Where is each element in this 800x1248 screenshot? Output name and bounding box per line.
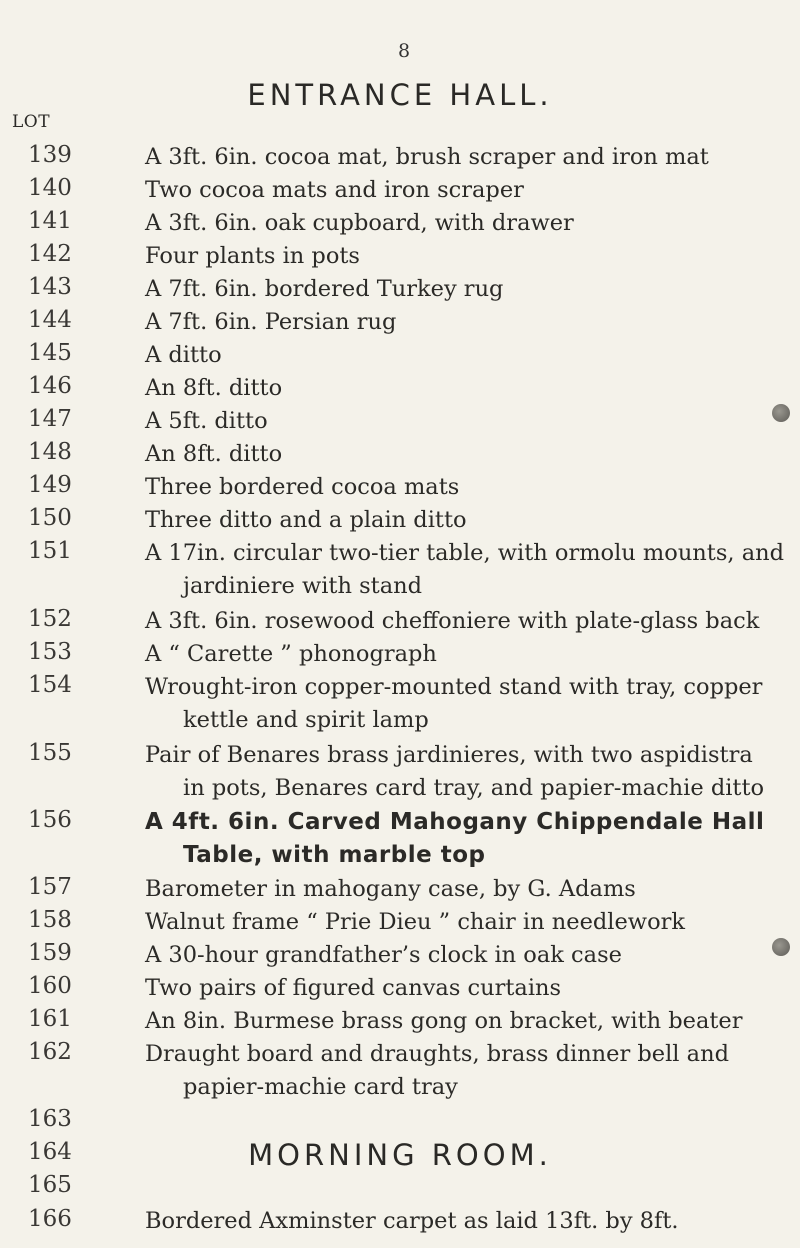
- lot-description-continued: kettle and spirit lamp: [183, 707, 429, 733]
- lot-number: 147: [28, 406, 72, 432]
- lot-number: 148: [28, 439, 72, 465]
- page-number: 8: [398, 40, 411, 62]
- lot-number: 166: [28, 1206, 72, 1232]
- lot-description: A 30-hour grandfather’s clock in oak case: [145, 942, 622, 968]
- binding-hole: [772, 938, 790, 956]
- lot-number: 165: [28, 1172, 72, 1198]
- lot-description: A 7ft. 6in. Persian rug: [145, 309, 397, 335]
- lot-description-continued: jardiniere with stand: [183, 573, 423, 599]
- lot-number: 164: [28, 1139, 72, 1165]
- lot-description: Draught board and draughts, brass dinner bell and: [145, 1041, 729, 1067]
- lot-description: A 3ft. 6in. oak cupboard, with drawer: [145, 210, 574, 236]
- lot-description: Two pairs of figured canvas curtains: [145, 975, 562, 1001]
- lot-number: 150: [28, 505, 72, 531]
- lot-description-continued: papier-machie card tray: [183, 1074, 458, 1100]
- lot-description: Four plants in pots: [145, 243, 360, 269]
- lot-number: 151: [28, 538, 72, 564]
- lot-number: 142: [28, 241, 72, 267]
- lot-number: 155: [28, 740, 72, 766]
- lot-number: 160: [28, 973, 72, 999]
- lot-description: A ditto: [145, 342, 222, 368]
- lot-number: 153: [28, 639, 72, 665]
- section-title-entrance-hall: ENTRANCE HALL.: [247, 78, 553, 112]
- lot-description: An 8ft. ditto: [145, 441, 283, 467]
- lot-description: A “ Carette ” phonograph: [145, 641, 437, 667]
- lot-description: A 3ft. 6in. cocoa mat, brush scraper and iron mat: [145, 144, 709, 170]
- lot-description: A 3ft. 6in. rosewood cheffoniere with plate-glass back: [145, 608, 760, 634]
- lot-description: Two cocoa mats and iron scraper: [145, 177, 524, 203]
- lot-number: 146: [28, 373, 72, 399]
- lot-number: 143: [28, 274, 72, 300]
- lot-number: 154: [28, 672, 72, 698]
- lot-number: 156: [28, 807, 72, 833]
- lot-number: 141: [28, 208, 72, 234]
- binding-hole: [772, 404, 790, 422]
- lot-number: 145: [28, 340, 72, 366]
- lot-description: A 4ft. 6in. Carved Mahogany Chippendale Hall: [145, 809, 765, 835]
- lot-number: 161: [28, 1006, 72, 1032]
- lot-number: 162: [28, 1039, 72, 1065]
- lot-number: 157: [28, 874, 72, 900]
- lot-number: 139: [28, 142, 72, 168]
- lot-description: Three bordered cocoa mats: [145, 474, 460, 500]
- lot-description: Three ditto and a plain ditto: [145, 507, 467, 533]
- lot-description: An 8ft. ditto: [145, 375, 283, 401]
- lot-description: Bordered Axminster carpet as laid 13ft. by 8ft.: [145, 1208, 679, 1234]
- lot-description: A 5ft. ditto: [145, 408, 268, 434]
- lot-description-continued: in pots, Benares card tray, and papier-machie ditto: [183, 775, 765, 801]
- lot-description: Pair of Benares brass jardinieres, with two aspidistra: [145, 742, 753, 768]
- lot-number: 159: [28, 940, 72, 966]
- lot-description: Walnut frame “ Prie Dieu ” chair in needlework: [145, 909, 685, 935]
- lot-number: 144: [28, 307, 72, 333]
- lot-column-header: LOT: [12, 112, 51, 132]
- lot-description: An 8in. Burmese brass gong on bracket, with beater: [145, 1008, 743, 1034]
- lot-description: Wrought-iron copper-mounted stand with tray, copper: [145, 674, 763, 700]
- lot-number: 149: [28, 472, 72, 498]
- lot-number: 152: [28, 606, 72, 632]
- lot-description: Barometer in mahogany case, by G. Adams: [145, 876, 636, 902]
- lot-description: A 7ft. 6in. bordered Turkey rug: [145, 276, 504, 302]
- lot-number: 140: [28, 175, 72, 201]
- lot-description: A 17in. circular two-tier table, with ormolu mounts, and: [145, 540, 784, 566]
- lot-number: 158: [28, 907, 72, 933]
- lot-number: 163: [28, 1106, 72, 1132]
- section-title-morning-room: MORNING ROOM.: [248, 1138, 552, 1172]
- lot-description-continued: Table, with marble top: [183, 842, 486, 868]
